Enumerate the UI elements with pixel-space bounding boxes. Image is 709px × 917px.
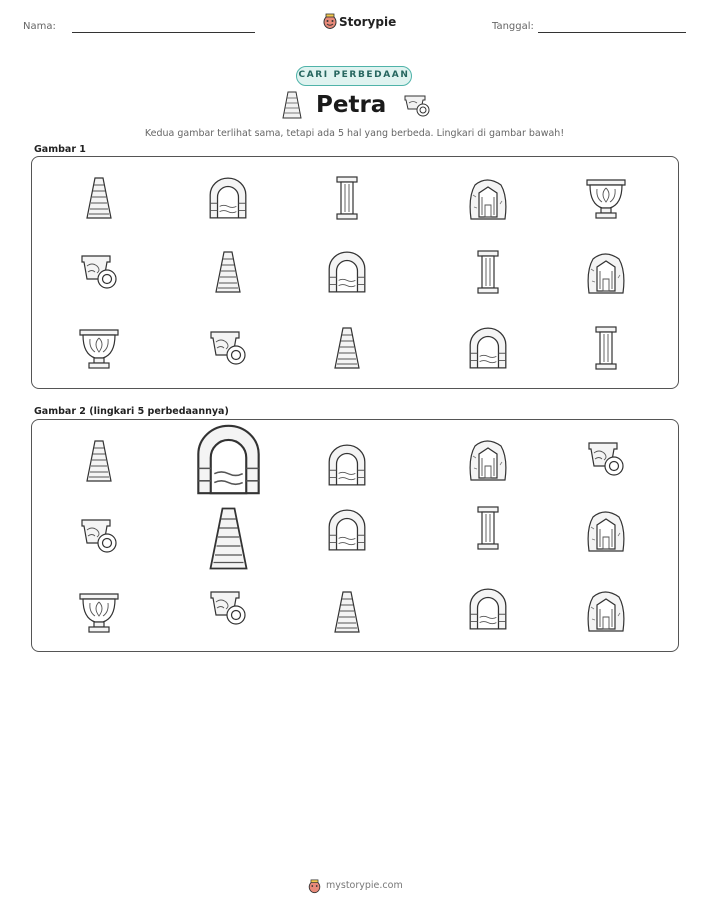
picture2-label: Gambar 2 (lingkari 5 perbedaannya) xyxy=(34,406,229,417)
rock-tower-icon[interactable] xyxy=(84,438,114,484)
rock-temple-icon[interactable] xyxy=(585,249,627,295)
picture1-label: Gambar 1 xyxy=(34,144,86,155)
rock-tower-icon[interactable] xyxy=(213,249,243,295)
stone-arch-icon[interactable] xyxy=(326,443,368,487)
stone-arch-icon[interactable] xyxy=(326,250,368,294)
page-title: Petra xyxy=(316,92,387,118)
scroll-capital-icon[interactable] xyxy=(208,329,248,367)
scroll-capital-icon[interactable] xyxy=(79,253,119,291)
scroll-capital-icon[interactable] xyxy=(79,517,119,555)
urn-icon[interactable] xyxy=(584,176,628,220)
rock-temple-icon[interactable] xyxy=(467,436,509,482)
footer-url[interactable]: mystorypie.com xyxy=(326,880,403,891)
date-label: Tanggal: xyxy=(492,21,534,32)
rock-tower-icon[interactable] xyxy=(332,589,362,635)
urn-icon[interactable] xyxy=(77,326,121,370)
name-label: Nama: xyxy=(23,21,56,32)
date-line[interactable] xyxy=(538,32,686,33)
column-icon[interactable] xyxy=(476,249,500,295)
rock-tower-icon xyxy=(281,90,303,120)
stone-arch-icon[interactable] xyxy=(326,508,368,552)
stone-arch-icon[interactable] xyxy=(193,422,264,497)
rock-temple-icon[interactable] xyxy=(585,587,627,633)
storypie-footer-logo-icon xyxy=(308,879,321,894)
column-icon[interactable] xyxy=(476,505,500,551)
column-icon[interactable] xyxy=(335,175,359,221)
rock-temple-icon[interactable] xyxy=(467,175,509,221)
storypie-logo-icon xyxy=(323,13,337,30)
urn-icon[interactable] xyxy=(77,590,121,634)
instructions: Kedua gambar terlihat sama, tetapi ada 5 hal yang berbeda. Lingkari di gambar bawah! xyxy=(144,128,565,139)
stone-arch-icon[interactable] xyxy=(207,176,249,220)
scroll-capital-icon[interactable] xyxy=(586,440,626,478)
activity-badge: CARI PERBEDAAN xyxy=(296,66,412,86)
rock-tower-icon[interactable] xyxy=(84,175,114,221)
stone-arch-icon[interactable] xyxy=(467,587,509,631)
brand-name: Storypie xyxy=(339,15,397,29)
scroll-capital-icon[interactable] xyxy=(208,589,248,627)
rock-temple-icon[interactable] xyxy=(585,507,627,553)
rock-tower-icon[interactable] xyxy=(206,504,251,573)
name-line[interactable] xyxy=(72,32,255,33)
stone-arch-icon[interactable] xyxy=(467,326,509,370)
scroll-capital-icon xyxy=(403,93,431,119)
column-icon[interactable] xyxy=(594,325,618,371)
rock-tower-icon[interactable] xyxy=(332,325,362,371)
